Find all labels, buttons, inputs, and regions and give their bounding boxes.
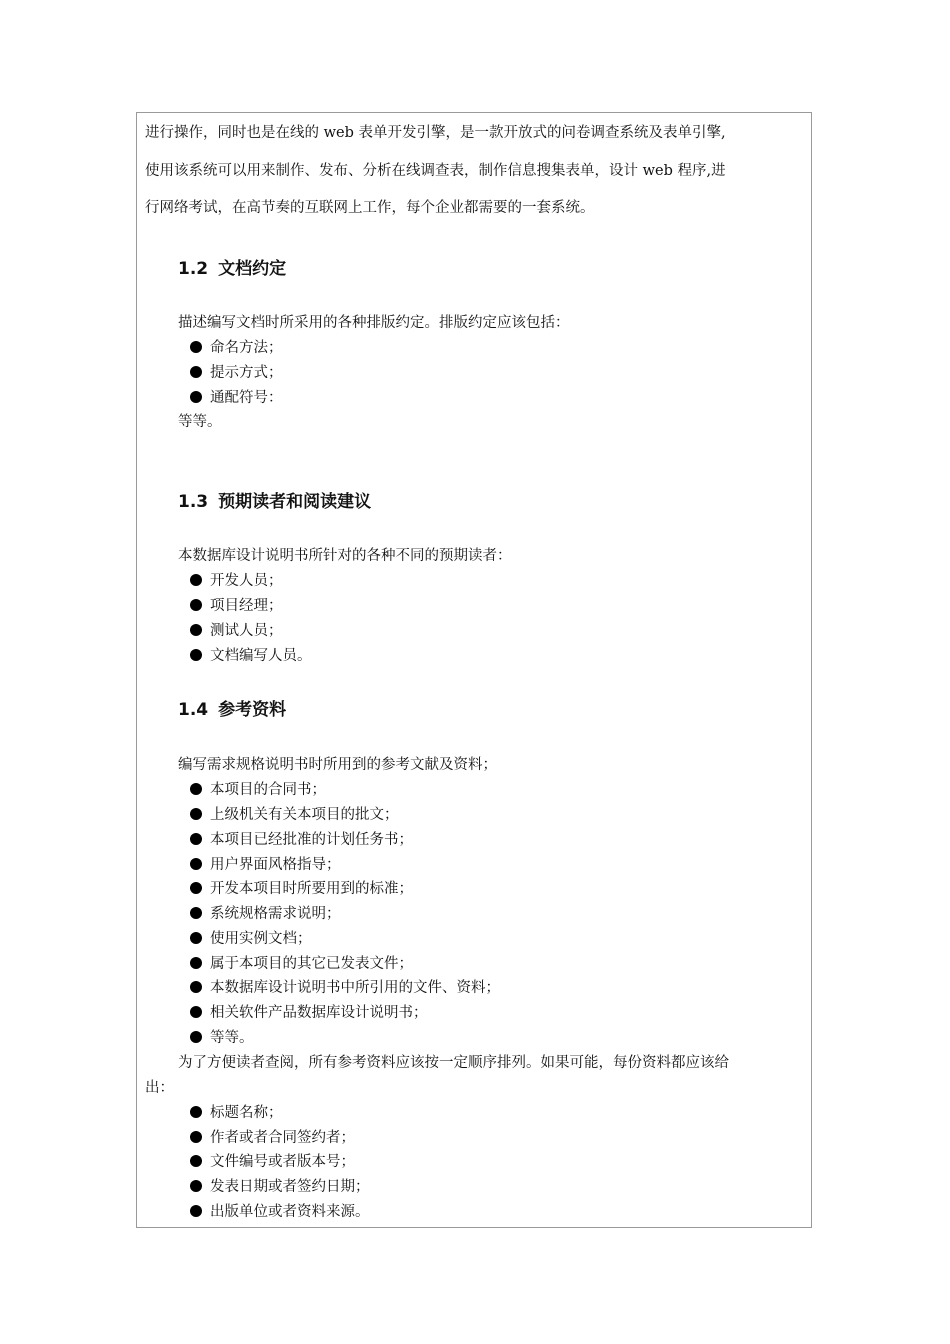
bullet-icon [190,1131,202,1143]
list-item: 本数据库设计说明书中所引用的文件、资料； [190,979,500,997]
bullet-icon [190,574,202,586]
bullet-icon [190,1006,202,1018]
list-item: 文档编写人员。 [190,647,312,665]
list-item: 作者或者合同签约者； [190,1129,355,1147]
section-lead: 编写需求规格说明书时所用到的参考文献及资料； [178,757,497,773]
list-item: 文件编号或者版本号； [190,1153,355,1171]
section-heading-1-4 [178,700,286,720]
list-item: 标题名称； [190,1104,283,1122]
bullet-icon [190,1031,202,1043]
list-item: 项目经理； [190,597,283,615]
list-item: 本项目的合同书； [190,781,326,799]
section-lead: 描述编写文档时所采用的各种排版约定。排版约定应该包括： [178,315,570,331]
bullet-icon [190,783,202,795]
section-title: 参考资料 [218,700,287,720]
list-item: 相关软件产品数据库设计说明书； [190,1004,428,1022]
section-number: 1.3 [178,492,209,512]
note-line-2: 出： [145,1080,174,1096]
bullet-icon [190,882,202,894]
bullet-icon [190,1106,202,1118]
bullet-icon [190,833,202,845]
list-item: 发表日期或者签约日期； [190,1178,370,1196]
section-number: 1.4 [178,700,209,720]
list-item: 测试人员； [190,622,283,640]
section-tail: 等等。 [178,414,222,430]
bullet-icon [190,957,202,969]
section-heading-1-3 [178,492,371,512]
list-item: 开发人员； [190,572,283,590]
list-item: 命名方法； [190,339,283,357]
list-item: 使用实例文档； [190,930,312,948]
list-item: 系统规格需求说明； [190,905,341,923]
list-item: 用户界面风格指导； [190,856,341,874]
list-item: 等等。 [190,1029,254,1047]
section-title: 文档约定 [218,259,287,279]
list-item: 出版单位或者资料来源。 [190,1203,370,1221]
bullet-icon [190,907,202,919]
bullet-icon [190,1205,202,1217]
bullet-icon [190,624,202,636]
section-number: 1.2 [178,259,209,279]
bullet-icon [190,808,202,820]
intro-line-3: 行网络考试，在高节奏的互联网上工作，每个企业都需要的一套系统。 [145,200,595,216]
intro-line-1: 进行操作，同时也是在线的 web 表单开发引擎，是一款开放式的问卷调查系统及表单引擎, [145,125,726,141]
intro-line-2: 使用该系统可以用来制作、发布、分析在线调查表，制作信息搜集表单，设计 web 程序,进 [145,163,726,179]
list-item: 提示方式； [190,364,283,382]
list-item: 通配符号： [190,389,283,407]
bullet-icon [190,366,202,378]
bullet-icon [190,391,202,403]
list-item: 上级机关有关本项目的批文； [190,806,399,824]
bullet-icon [190,599,202,611]
bullet-icon [190,858,202,870]
list-item: 本项目已经批准的计划任务书； [190,831,413,849]
note-line-1: 为了方便读者查阅，所有参考资料应该按一定顺序排列。如果可能，每份资料都应该给 [178,1055,729,1071]
list-item: 开发本项目时所要用到的标准； [190,880,413,898]
bullet-icon [190,649,202,661]
bullet-icon [190,1180,202,1192]
bullet-icon [190,981,202,993]
section-title: 预期读者和阅读建议 [218,492,372,512]
bullet-icon [190,1155,202,1167]
section-heading-1-2 [178,259,286,279]
list-item: 属于本项目的其它已发表文件； [190,955,413,973]
bullet-icon [190,341,202,353]
bullet-icon [190,932,202,944]
section-lead: 本数据库设计说明书所针对的各种不同的预期读者： [178,548,512,564]
